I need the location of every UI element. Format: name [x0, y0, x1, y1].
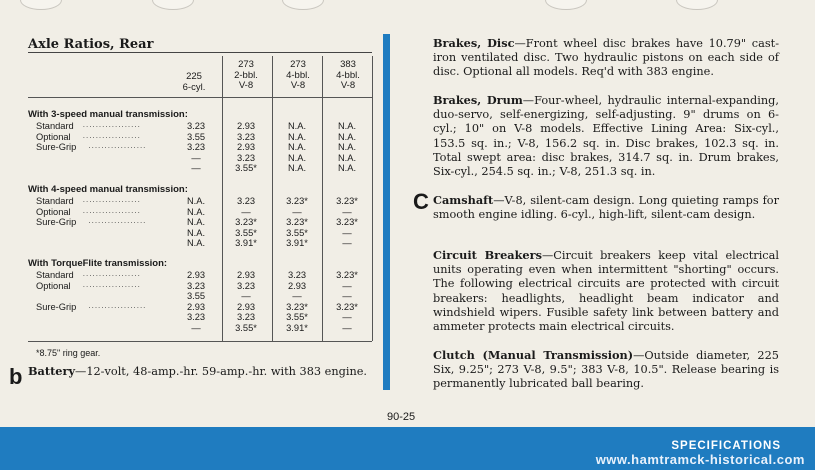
- ratio-cell: N.A.: [287, 142, 307, 152]
- ratio-cell: —: [241, 291, 251, 301]
- row-label: Sure-Grip: [36, 217, 77, 227]
- col-head-383-4bbl: [326, 60, 370, 92]
- col-head-line: 4-bbl.: [336, 69, 360, 81]
- ratio-cell: 2.93: [236, 301, 256, 312]
- ratio-cell: 2.93: [186, 270, 206, 280]
- ratio-cell: N.A.: [287, 152, 307, 163]
- ratio-cell: 3.23: [236, 196, 256, 206]
- brakes-disc-heading: Brakes, Disc: [433, 36, 515, 50]
- table-row: [36, 142, 376, 153]
- ratio-cell: 2.93: [236, 270, 256, 280]
- ratio-cell: 3.91*: [286, 322, 308, 333]
- ratio-cell: 3.23: [236, 280, 256, 291]
- col-head-line: 2-bbl.: [234, 69, 258, 81]
- table-row: [36, 153, 376, 164]
- axle-ratios-title: Axle Ratios, Rear: [28, 37, 154, 52]
- leader-dots: ..................: [82, 195, 141, 204]
- ratio-cell: N.A.: [186, 238, 206, 248]
- leader-dots: ..................: [82, 130, 141, 140]
- ratio-cell: 3.23: [186, 312, 206, 322]
- ratio-cell: —: [292, 206, 302, 217]
- ratio-cell: —: [342, 312, 352, 322]
- clutch-paragraph: [433, 348, 779, 392]
- leader-dots: ..................: [88, 141, 147, 150]
- title-rule: [28, 52, 372, 53]
- footer-specifications-label: SPECIFICATIONS: [671, 440, 781, 452]
- leader-dots: ..................: [82, 205, 141, 215]
- ratio-cell: N.A.: [186, 227, 206, 238]
- row-label: Standard: [36, 196, 74, 206]
- ratio-cell: 3.55*: [286, 227, 308, 238]
- col-head-line: V-8: [238, 80, 254, 91]
- binder-hole: [282, 0, 324, 10]
- col-head-line: V-8: [290, 80, 306, 91]
- col-head-line: 4-bbl.: [286, 69, 310, 81]
- table-row: [36, 217, 376, 228]
- clutch-text: —Outside diameter, 225 Six, 9.25"; 273 V-8, 9.5"; 383 V-8, 10.5". Release bearing is permanently lubricated ball bearing.: [433, 349, 779, 391]
- ratio-cell: N.A.: [287, 163, 307, 173]
- ratio-cell: 3.91*: [286, 238, 308, 248]
- row-label: Sure-Grip: [36, 142, 77, 152]
- col-head-line: 273: [238, 59, 254, 70]
- ratio-cell: —: [241, 206, 251, 217]
- ratio-cell: N.A.: [186, 217, 206, 227]
- bottom-rule: [28, 341, 372, 342]
- row-label: Standard: [36, 121, 74, 131]
- row-label: Optional: [36, 280, 71, 291]
- ratio-cell: 3.23: [186, 142, 206, 152]
- ratio-cell: 3.23*: [235, 217, 257, 227]
- ratio-cell: 3.55: [186, 291, 206, 301]
- binder-hole: [545, 0, 587, 10]
- ratio-cell: 3.23: [287, 270, 307, 280]
- battery-paragraph: [28, 364, 373, 379]
- column-separator-bar: [383, 34, 390, 390]
- row-label: Optional: [36, 131, 71, 142]
- binder-hole: [676, 0, 718, 10]
- ratio-cell: 3.23*: [286, 301, 308, 312]
- binder-hole: [20, 0, 62, 10]
- ratio-cell: N.A.: [337, 131, 357, 142]
- ratio-cell: 3.23*: [336, 217, 358, 227]
- ratio-cell: 3.23: [236, 312, 256, 322]
- battery-heading: Battery: [28, 364, 76, 378]
- leader-dots: ..................: [82, 120, 141, 129]
- brakes-disc-text: —Front wheel disc brakes have 10.79" cast-iron ventilated disc. Two hydraulic pistons on each side of disc. Optional all models. Req'd with 383 engine.: [433, 37, 780, 79]
- clutch-heading: Clutch (Manual Transmission): [433, 348, 634, 362]
- row-label: Sure-Grip: [36, 301, 77, 312]
- row-label: Standard: [36, 270, 74, 280]
- ratio-cell: 3.55*: [286, 312, 308, 322]
- ratio-cell: 3.23*: [286, 196, 308, 206]
- ratio-cell: —: [191, 152, 201, 163]
- table-row: [36, 238, 376, 249]
- table-row: [36, 312, 376, 323]
- ratio-cell: N.A.: [186, 196, 206, 206]
- ratio-cell: 2.93: [186, 301, 206, 312]
- circuit-breakers-heading: Circuit Breakers: [433, 248, 542, 262]
- col-head-line: 383: [340, 59, 356, 70]
- ratio-cell: 3.23: [236, 131, 256, 142]
- table-row: [36, 281, 376, 292]
- leader-dots: ..................: [88, 216, 147, 225]
- table-row: [36, 302, 376, 313]
- ratio-cell: N.A.: [337, 142, 357, 152]
- table-row: [36, 228, 376, 239]
- table-row: [36, 207, 376, 218]
- section-letter-c-text: C: [413, 189, 429, 214]
- footnote: *8.75" ring gear.: [36, 348, 101, 358]
- ratio-cell: —: [342, 206, 352, 217]
- col-head-273-4bbl: [276, 60, 320, 92]
- page-number: 90-25: [387, 411, 416, 423]
- ratio-cell: —: [342, 238, 352, 248]
- brakes-drum-paragraph: [433, 93, 779, 179]
- ratio-cell: 3.55*: [235, 227, 257, 238]
- header-rule: [28, 97, 372, 98]
- ratio-cell: —: [342, 291, 352, 301]
- section-letter-c: [413, 191, 429, 213]
- ratio-cell: —: [191, 322, 201, 333]
- ratio-cell: 3.23: [236, 152, 256, 163]
- table-row: [36, 132, 376, 143]
- ratio-cell: 3.23: [186, 280, 206, 291]
- col-head-line: 225: [186, 71, 202, 82]
- ratio-cell: 3.55*: [235, 322, 257, 333]
- table-row: [36, 163, 376, 174]
- ratio-cell: N.A.: [337, 152, 357, 163]
- ratio-cell: 3.23*: [336, 301, 358, 312]
- watermark-url: www.hamtramck-historical.com: [595, 452, 805, 467]
- battery-text: —12-volt, 48-amp.-hr. 59-amp.-hr. with 383 engine.: [75, 365, 368, 378]
- col-head-line: V-8: [340, 80, 356, 91]
- section-heading: With 3-speed manual transmission:: [28, 109, 188, 120]
- ratio-cell: 2.93: [236, 121, 256, 131]
- section-heading: With 4-speed manual transmission:: [28, 184, 188, 195]
- brakes-drum-heading: Brakes, Drum: [433, 93, 523, 107]
- ratio-cell: N.A.: [337, 163, 357, 173]
- table-row: [36, 291, 376, 302]
- ratio-cell: 2.93: [287, 280, 307, 291]
- ratio-cell: 2.93: [236, 142, 256, 152]
- leader-dots: ..................: [88, 300, 147, 310]
- ratio-cell: —: [342, 280, 352, 291]
- ratio-cell: —: [292, 291, 302, 301]
- ratio-cell: 3.23*: [336, 270, 358, 280]
- circuit-breakers-text: —Circuit breakers keep vital electrical units operating even when intermittent "shorting" occurs. The following electrical circuits are protected with circuit breakers: headlights, headlight beam indicator and windshield wipers. Fusible safety link between battery and ammeter protects main electrical circuits.: [433, 249, 779, 334]
- camshaft-paragraph: [433, 193, 779, 222]
- ratio-cell: 3.23*: [286, 217, 308, 227]
- col-head-line: 6-cyl.: [182, 81, 206, 93]
- ratio-cell: N.A.: [287, 131, 307, 142]
- brakes-drum-text: —Four-wheel, hydraulic internal-expanding, duo-servo, self-energizing, self-adjusting. 9" drums on 6-cyl.; 10" on V-8 models. Effective Lining Area: Six-cyl., 153.5 sq. in.; V-8, 156.2 sq. in. Disc brakes, 102.3 sq. in. Total swept area: disc brakes, 314.7 sq. in. Drum brakes, Six-cyl., 254.5 sq. in.; V-8, 251.3 sq. in.: [433, 94, 779, 179]
- camshaft-heading: Camshaft: [433, 193, 494, 207]
- col-head-225: [174, 72, 214, 93]
- table-row: [36, 323, 376, 334]
- circuit-breakers-paragraph: [433, 248, 779, 334]
- col-head-273-2bbl: [224, 60, 268, 92]
- ratio-cell: 3.91*: [235, 238, 257, 248]
- leader-dots: ..................: [82, 269, 141, 278]
- ratio-cell: 3.23*: [336, 196, 358, 206]
- brakes-disc-paragraph: [433, 36, 779, 80]
- section-heading: With TorqueFlite transmission:: [28, 258, 168, 269]
- ratio-cell: N.A.: [186, 206, 206, 217]
- section-letter-b: b: [9, 364, 23, 389]
- ratio-cell: —: [342, 322, 352, 333]
- col-head-line: 273: [290, 59, 306, 70]
- ratio-cell: 3.55: [186, 131, 206, 142]
- camshaft-text: —V-8, silent-cam design. Long quieting ramps for smooth engine idling. 6-cyl., high-lift, silent-cam design.: [433, 194, 779, 222]
- ratio-cell: 3.55*: [235, 163, 257, 173]
- binder-hole: [152, 0, 194, 10]
- ratio-cell: —: [191, 163, 201, 173]
- ratio-cell: 3.23: [186, 121, 206, 131]
- leader-dots: ..................: [82, 279, 141, 289]
- ratio-cell: N.A.: [337, 121, 357, 131]
- ratio-cell: N.A.: [287, 121, 307, 131]
- ratio-cell: —: [342, 227, 352, 238]
- row-label: Optional: [36, 206, 71, 217]
